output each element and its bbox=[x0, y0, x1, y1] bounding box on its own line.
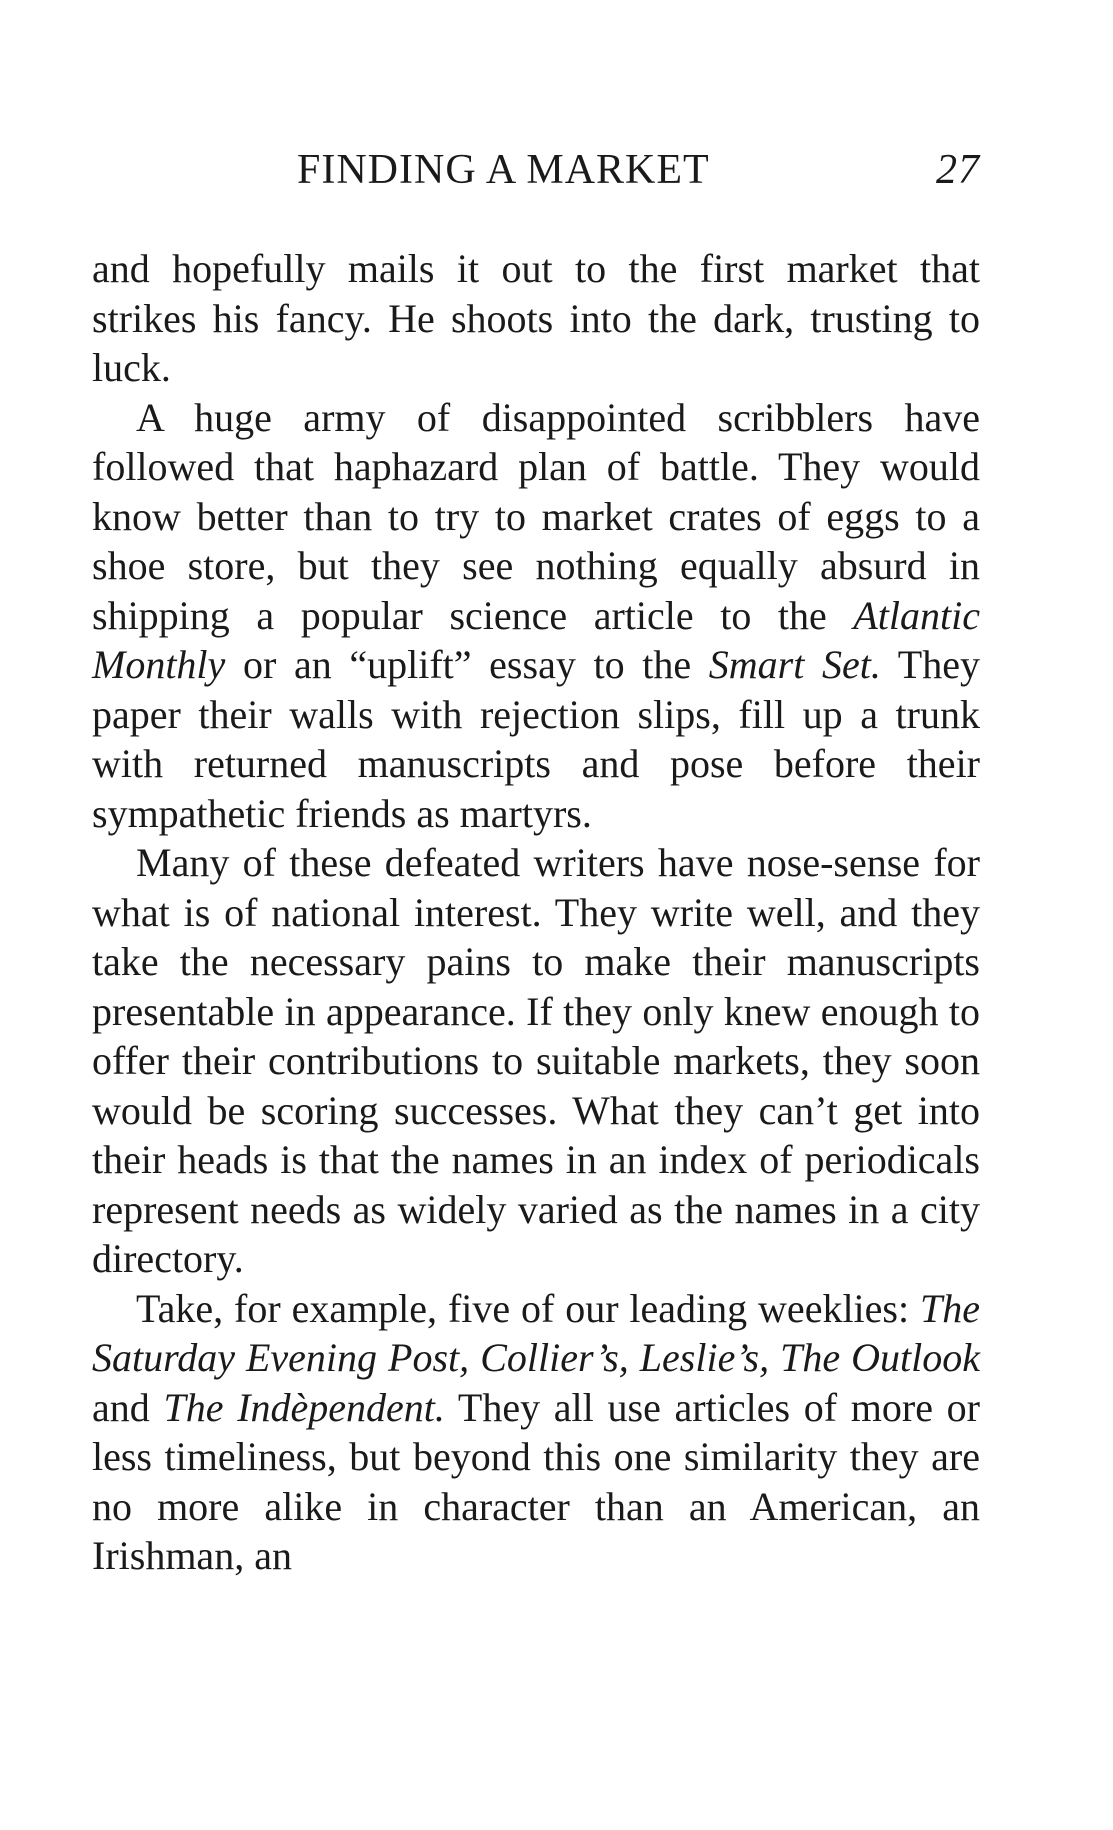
italic-title: Smart Set. bbox=[708, 642, 881, 687]
body-text bbox=[92, 244, 980, 1581]
text-segment: They paper their walls with rejection slips, fill up a trunk with returned manuscripts and pose before their sympathetic friends as martyrs. bbox=[92, 642, 980, 836]
text-segment: and hopefully mails it out to the first market that strikes his fancy. He shoots into the dark, trusting to luck. bbox=[92, 246, 980, 390]
italic-title: The Saturday Evening Post, Collier’s, Leslie’s, The Outlook bbox=[92, 1285, 980, 1380]
italic-title: Atlantic Monthly bbox=[92, 592, 980, 687]
text-segment: or an “uplift” essay to the bbox=[225, 642, 709, 687]
text-segment: and bbox=[92, 1384, 164, 1430]
italic-title: The Indèpendent. bbox=[163, 1384, 445, 1430]
text-segment: Many of these defeated writers have nose-sense for what is of national interest. They write well, and they take the necessary pains to make their manuscripts presentable in appearance. If they only knew enough to offer their contributions to suitable markets, they soon would be scoring successes. What they can’t get into their heads is that the names in an index of periodicals represent needs as widely varied as the names in a city directory. bbox=[92, 840, 980, 1281]
paragraph bbox=[92, 393, 980, 839]
paragraph bbox=[92, 244, 980, 393]
running-head bbox=[92, 146, 980, 196]
text-segment: A huge army of disappointed scribblers have followed that haphazard plan of battle. They would know better than to try to market crates of eggs to a shoe store, but they see nothing equally absurd in shipping a popular science article to the bbox=[92, 394, 980, 638]
paragraph bbox=[92, 1284, 980, 1581]
running-title: FINDING A MARKET bbox=[297, 147, 710, 193]
text-segment: They all use articles of more or less timeliness, but beyond this one similarity they are no more alike in character than an American, an Irishman, an bbox=[92, 1384, 980, 1578]
paragraph bbox=[92, 838, 980, 1284]
page-number: 27 bbox=[936, 147, 980, 193]
text-segment: Take, for example, five of our leading weeklies: bbox=[136, 1285, 920, 1331]
